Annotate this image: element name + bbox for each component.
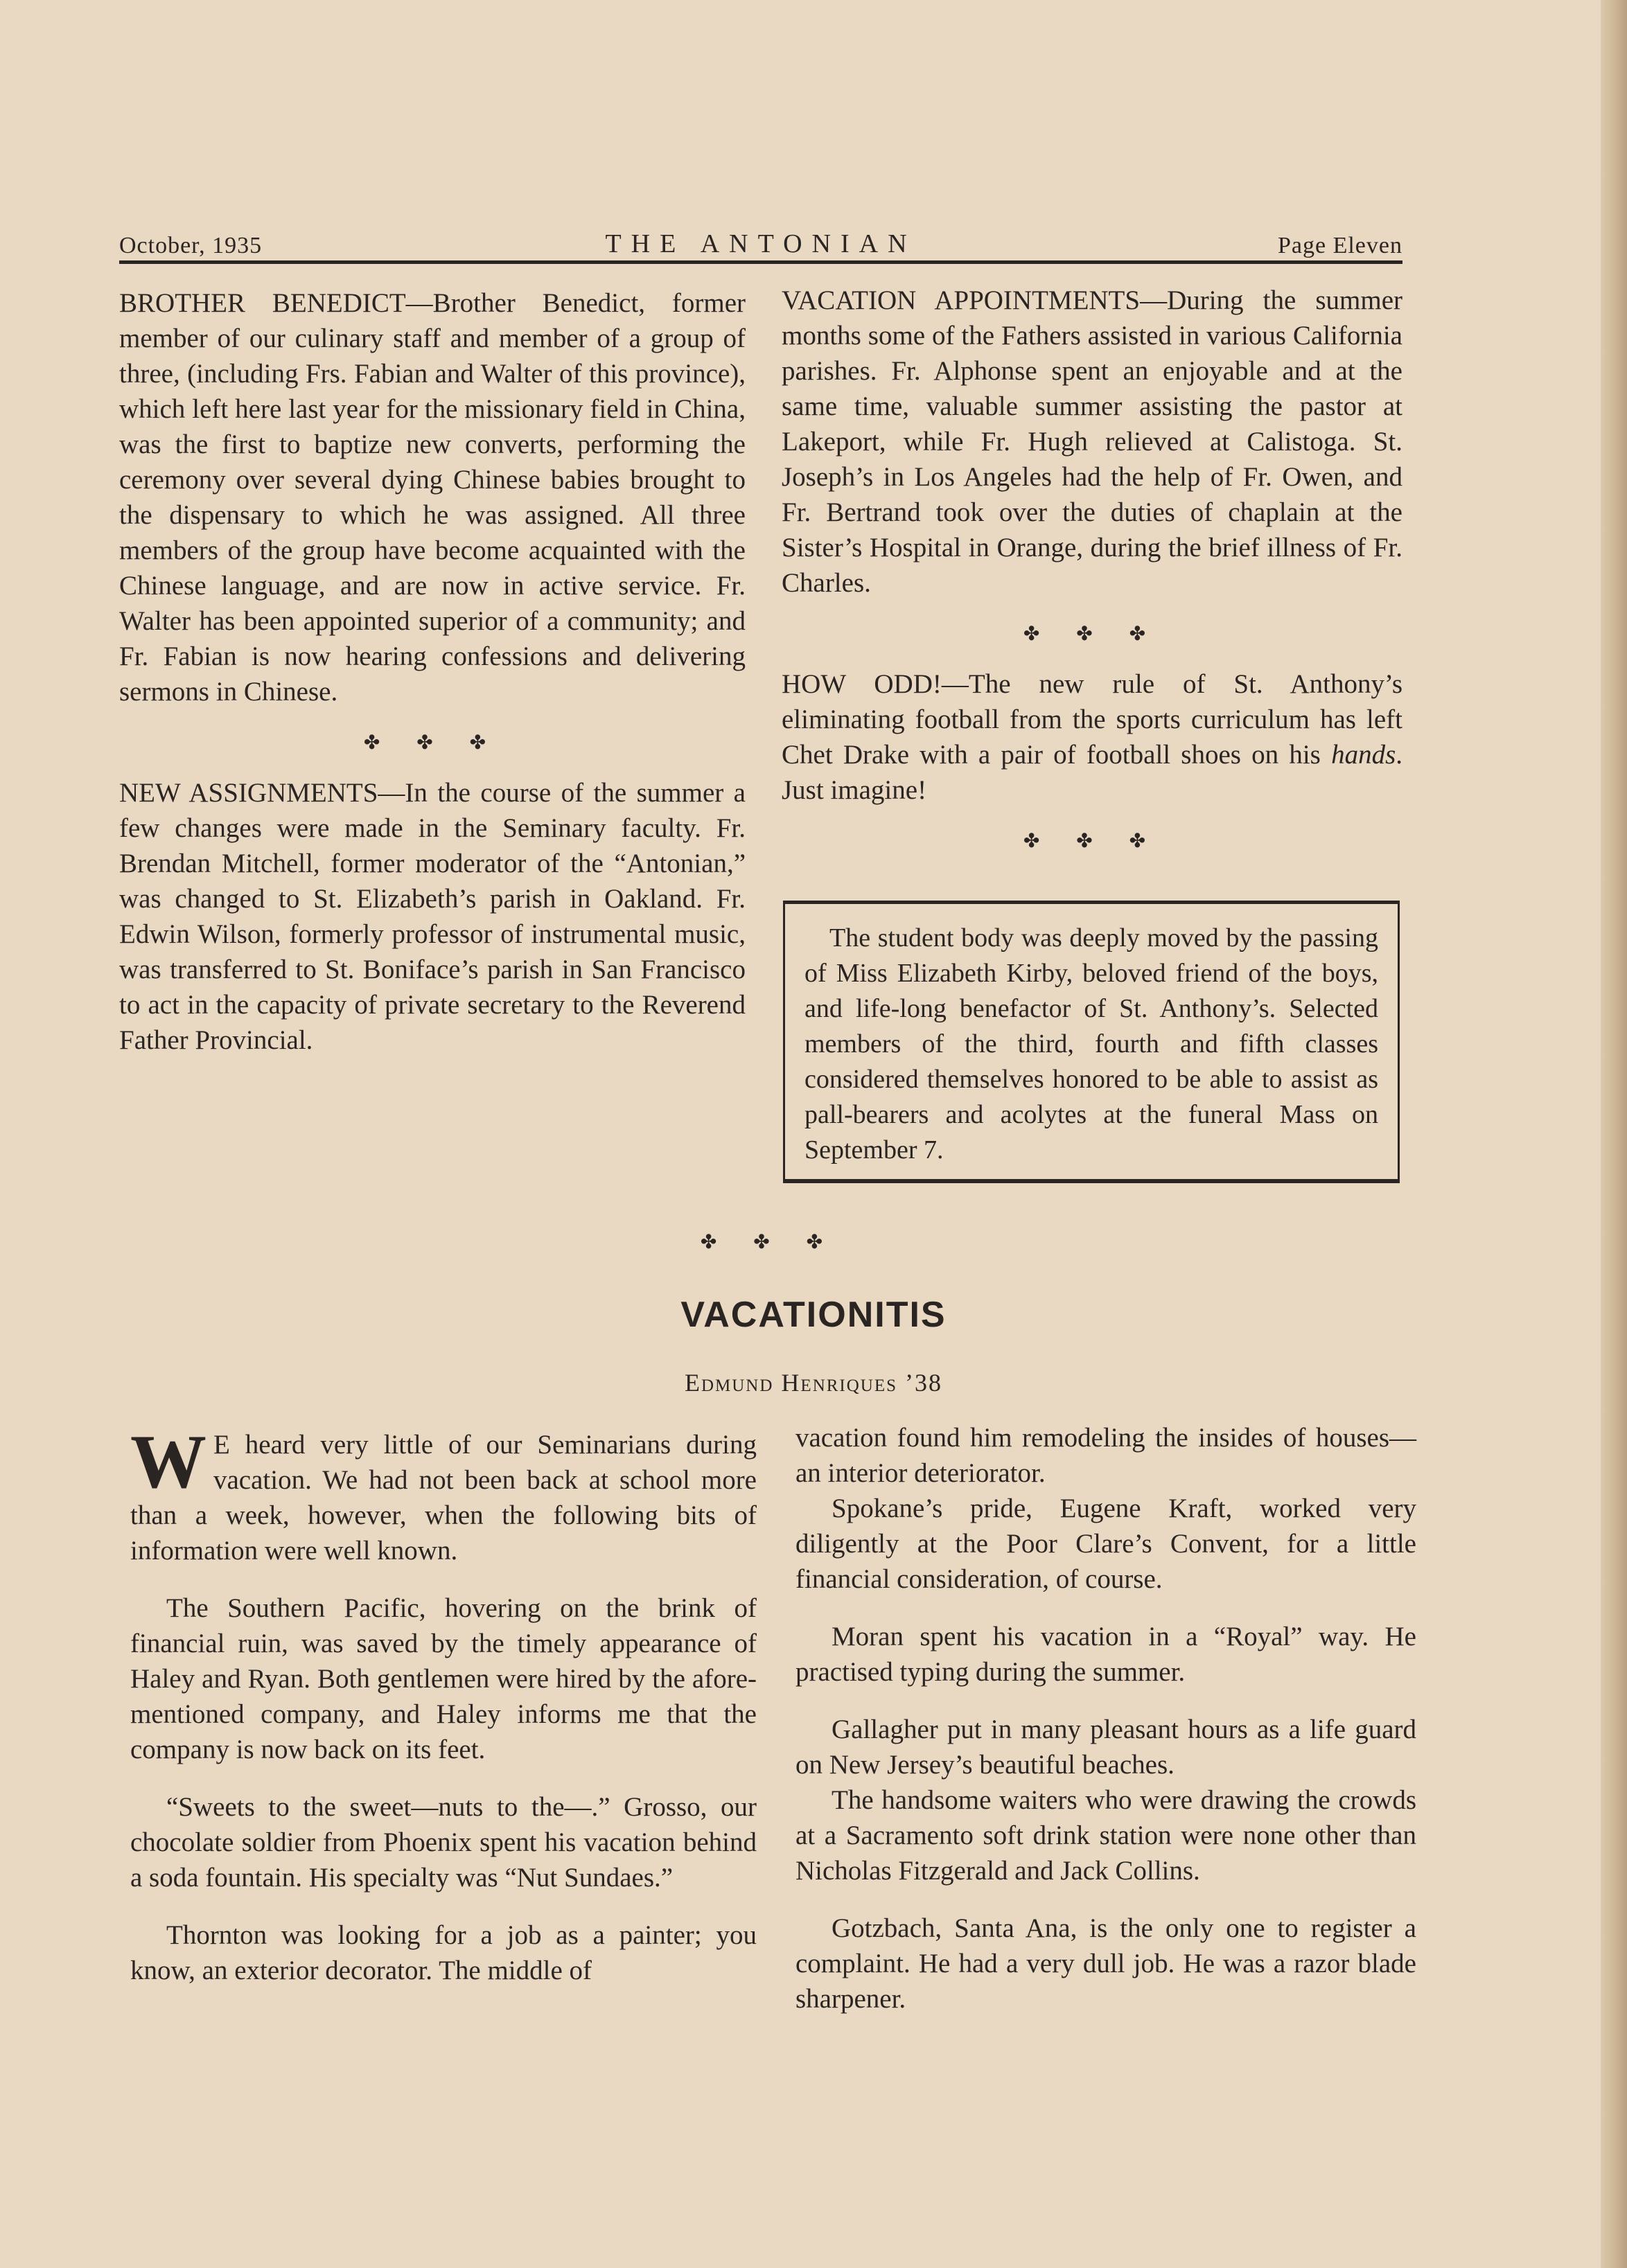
article-paragraph: Moran spent his vacation in a “Royal” way. He practised typing during the summer.	[795, 1622, 1416, 1687]
page-edge	[1601, 0, 1627, 2268]
article-right-column	[795, 1420, 1416, 2017]
article-paragraph: Gallagher put in many pleasant hours as a life guard on New Jersey’s beautiful beaches.	[795, 1715, 1416, 1780]
vacation-appointments-item: VACATION APPOINTMENTS—During the summer months some of the Fathers assisted in various California parishes. Fr. Alphonse spent an enjoyable and at the same time, valuable summer assisting the pastor at Lakeport, while Fr. Hugh relieved at Calistoga. St. Joseph’s in Los Angeles had the help of Fr. Owen, and Fr. Bertrand took over the duties of chaplain at the Sister’s Hospital in Orange, during the brief illness of Fr. Charles.	[782, 285, 1402, 598]
article-title: VACATIONITIS	[680, 1295, 947, 1335]
memorial-notice	[783, 901, 1400, 1183]
ornament-divider: ✤ ✤ ✤	[1023, 829, 1161, 852]
how-odd-item	[782, 666, 1402, 808]
right-news-column	[782, 283, 1402, 874]
brother-benedict-item: BROTHER BENEDICT—Brother Benedict, former member of our culinary staff and member of a group of three, (including Frs. Fabian and Walter of this province), which left here last year for the missionary field in China, was the first to baptize new converts, performing the ceremony over several dying Chinese babies brought to the dispensary to which he was assigned. All three members of the group have become acquainted with the Chinese language, and are now in active service. Fr. Walter has been appointed superior of a community; and Fr. Fabian is now hearing confessions and delivering sermons in Chinese.	[119, 288, 746, 707]
article-left-column	[130, 1419, 757, 1988]
article-paragraph-text: E heard very little of our Seminarians during vacation. We had not been back at school more than a week, however, when the following bits of information were well known.	[130, 1430, 757, 1566]
article-paragraph: Spokane’s pride, Eugene Kraft, worked very diligently at the Poor Clare’s Convent, for a little financial consideration, of course.	[795, 1494, 1416, 1594]
masthead: THE ANTONIAN	[605, 229, 917, 258]
article-paragraph	[130, 1419, 757, 1568]
article-paragraph: The Southern Pacific, hovering on the brink of financial ruin, was saved by the timely appearance of Haley and Ryan. Both gentlemen were hired by the afore-mentioned company, and Haley informs me that the company is now back on its feet.	[130, 1593, 757, 1764]
drop-cap: W	[130, 1419, 206, 1504]
article-byline: Edmund Henriques ’38	[684, 1369, 943, 1397]
article-paragraph: Thornton was looking for a job as a painter; you know, an exterior decorator. The middle of	[130, 1920, 757, 1985]
left-news-column	[119, 285, 746, 1058]
article-paragraph: Gotzbach, Santa Ana, is the only one to register a complaint. He had a very dull job. He was a razor blade sharpener.	[795, 1913, 1416, 2014]
issue-date: October, 1935	[119, 233, 263, 258]
how-odd-emphasis: hands	[1331, 740, 1396, 770]
memorial-notice-text: The student body was deeply moved by the passing of Miss Elizabeth Kirby, beloved friend of the boys, and life-long benefactor of St. Anthony’s. Selected members of the third, fourth and fifth classes considered themselves honored to be able to assist as pall-bearers and acolytes at the funeral Mass on September 7.	[804, 923, 1378, 1164]
ornament-divider: ✤ ✤ ✤	[1023, 622, 1161, 645]
page-number: Page Eleven	[1278, 233, 1402, 258]
ornament-divider: ✤ ✤ ✤	[363, 731, 502, 754]
article-paragraph: The handsome waiters who were drawing the crowds at a Sacramento soft drink station were none other than Nicholas Fitzgerald and Jack Collins.	[795, 1785, 1416, 1886]
new-assignments-item: NEW ASSIGNMENTS—In the course of the summer a few changes were made in the Seminary faculty. Fr. Brendan Mitchell, former moderator of the “Antonian,” was changed to St. Elizabeth’s parish in Oakland. Fr. Edwin Wilson, formerly professor of instrumental music, was transferred to St. Boniface’s parish in San Francisco to act in the capacity of private secretary to the Reverend Father Provincial.	[119, 778, 746, 1055]
article-paragraph: “Sweets to the sweet—nuts to the—.” Grosso, our chocolate soldier from Phoenix spent his vacation behind a soda fountain. His specialty was “Nut Sundaes.”	[130, 1792, 757, 1893]
ornament-divider: ✤ ✤ ✤	[700, 1230, 838, 1253]
article-paragraph: vacation found him remodeling the insides of houses—an interior deteriorator.	[795, 1423, 1416, 1488]
how-odd-ending: . Just imagine!	[782, 740, 1402, 805]
running-header	[119, 220, 1402, 264]
how-odd-text: HOW ODD!—The new rule of St. Anthony’s eliminating football from the sports curriculum has left Chet Drake with a pair of football shoes on his	[782, 669, 1402, 770]
